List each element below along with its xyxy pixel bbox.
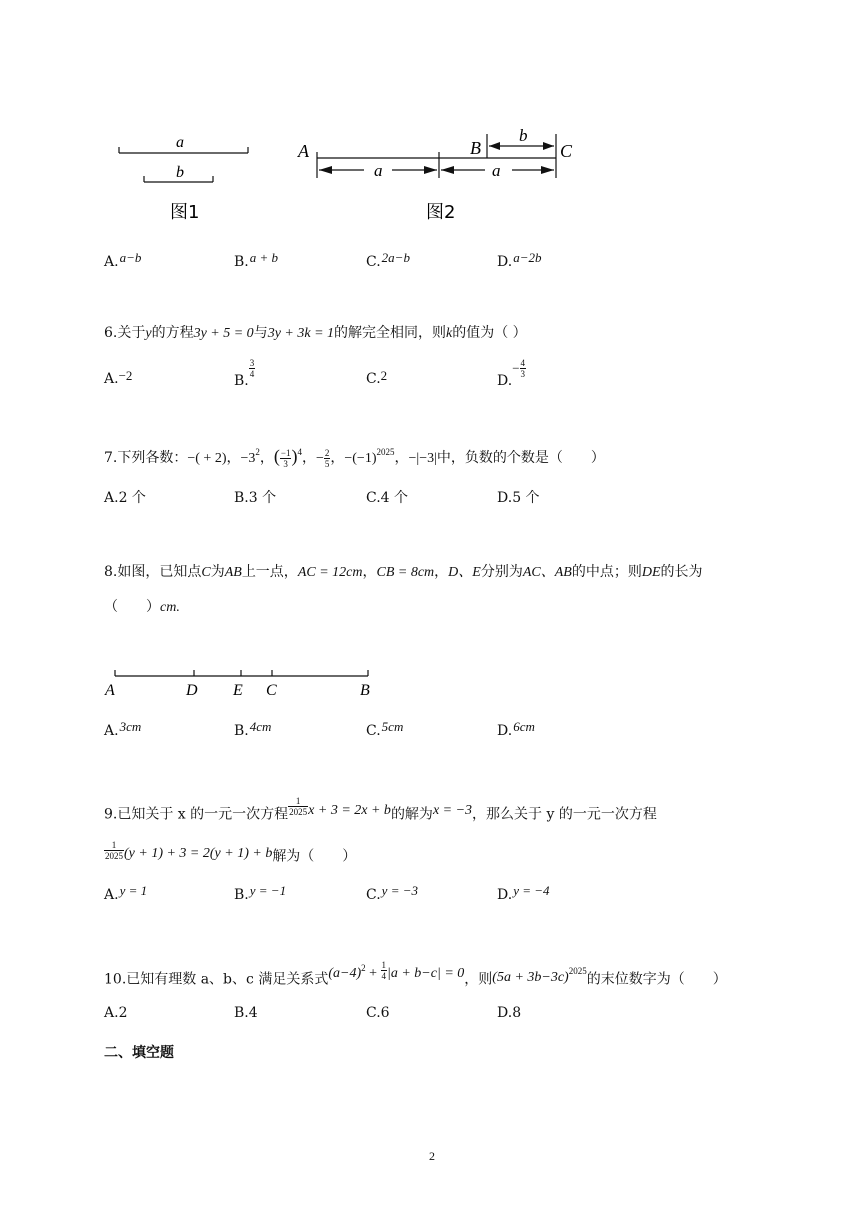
q9-stem: 9.已知关于 x 的一元一次方程 $\frac{1}{2025}$ x + 3 = 2x + b的解为x = −3，那么关于 y 的一元一次方程 bbox=[104, 796, 657, 823]
q7-option-c: C.4 个 bbox=[366, 490, 409, 506]
q10-option-c: C.6 bbox=[366, 1005, 390, 1021]
q8-figure bbox=[100, 662, 390, 702]
q8-label-A: A bbox=[105, 682, 115, 699]
figure-1 bbox=[110, 128, 260, 223]
q9-stem-line2: $\frac{1}{2025}$ (y + 1) + 3 = 2(y + 1) + b解为（ ） bbox=[105, 840, 357, 865]
q8-stem: 8.如图，已知点C为AB上一点，AC = 12cm，CB = 8cm，D、E分别为AC、AB的中点；则DE的长为 bbox=[104, 564, 703, 580]
section-heading-fill-in: 二、填空题 bbox=[104, 1045, 174, 1061]
q7-option-b: B.3 个 bbox=[234, 490, 277, 506]
q6-option-c: C.2 bbox=[366, 368, 388, 387]
q6-option-b: B. $\frac{3}{4}$ bbox=[234, 358, 255, 389]
q7-option-a: A.2 个 bbox=[104, 490, 146, 506]
q5-option-b: B.a + b bbox=[234, 250, 279, 270]
q5-option-d: D.a−2b bbox=[497, 250, 542, 270]
q10-stem: 10.已知有理数 a、b、c 满足关系式$(a-4)^2$ + $\frac{1}{4}$ |a + b−c| = 0，则$(5a + 3b-3c)^{2025}$的末位数字为（ ） bbox=[104, 960, 727, 988]
q5-option-c: C.2a−b bbox=[366, 250, 410, 270]
q8-option-a: A.3cm bbox=[104, 719, 142, 739]
q6-option-a: A.−2 bbox=[104, 368, 133, 387]
fig2-label-C: C bbox=[560, 141, 573, 161]
fig2-label-a2: a bbox=[492, 161, 501, 180]
q7-option-d: D.5 个 bbox=[497, 490, 540, 506]
fig1-label-a: a bbox=[176, 134, 184, 151]
q10-option-b: B.4 bbox=[234, 1005, 258, 1021]
q5-option-a: A.a−b bbox=[104, 250, 142, 270]
fig2-label-a1: a bbox=[374, 161, 383, 180]
fig1-caption: 图1 bbox=[170, 202, 200, 223]
q9-option-a: A.y = 1 bbox=[104, 883, 148, 903]
q6-stem: 6.关于y的方程3y + 5 = 0与3y + 3k = 1的解完全相同，则k的值为（ ） bbox=[104, 325, 527, 341]
q6-option-d: D.− $\frac{4}{3}$ bbox=[497, 358, 526, 389]
q10-option-a: A.2 bbox=[104, 1005, 128, 1021]
q8-option-b: B.4cm bbox=[234, 719, 272, 739]
q7-stem: 7.下列各数：−( + 2)，$-3^2$，( $\frac{-1}{3}$ )$^4$，− $\frac{2}{5}$ ，$-(-1)^{2025}$，−|−3|中，负数的个数是（ ） bbox=[104, 446, 605, 469]
figure-2 bbox=[292, 124, 592, 224]
q8-label-D: D bbox=[186, 682, 198, 699]
q8-label-C: C bbox=[266, 682, 277, 699]
page-number: 2 bbox=[429, 1149, 435, 1163]
q8-stem-line2: （ ）cm. bbox=[104, 599, 180, 615]
fig2-label-B: B bbox=[470, 138, 481, 158]
fig2-caption: 图2 bbox=[426, 202, 456, 223]
q8-option-d: D.6cm bbox=[497, 719, 535, 739]
q8-label-E: E bbox=[233, 682, 243, 699]
q9-option-b: B.y = −1 bbox=[234, 883, 287, 903]
fig2-label-A: A bbox=[298, 141, 309, 161]
q9-option-d: D.y = −4 bbox=[497, 883, 550, 903]
fig2-label-b: b bbox=[519, 126, 528, 145]
q8-label-B: B bbox=[360, 682, 370, 699]
q8-option-c: C.5cm bbox=[366, 719, 404, 739]
fig1-label-b: b bbox=[176, 164, 184, 181]
q9-option-c: C.y = −3 bbox=[366, 883, 418, 903]
q10-option-d: D.8 bbox=[497, 1005, 522, 1021]
